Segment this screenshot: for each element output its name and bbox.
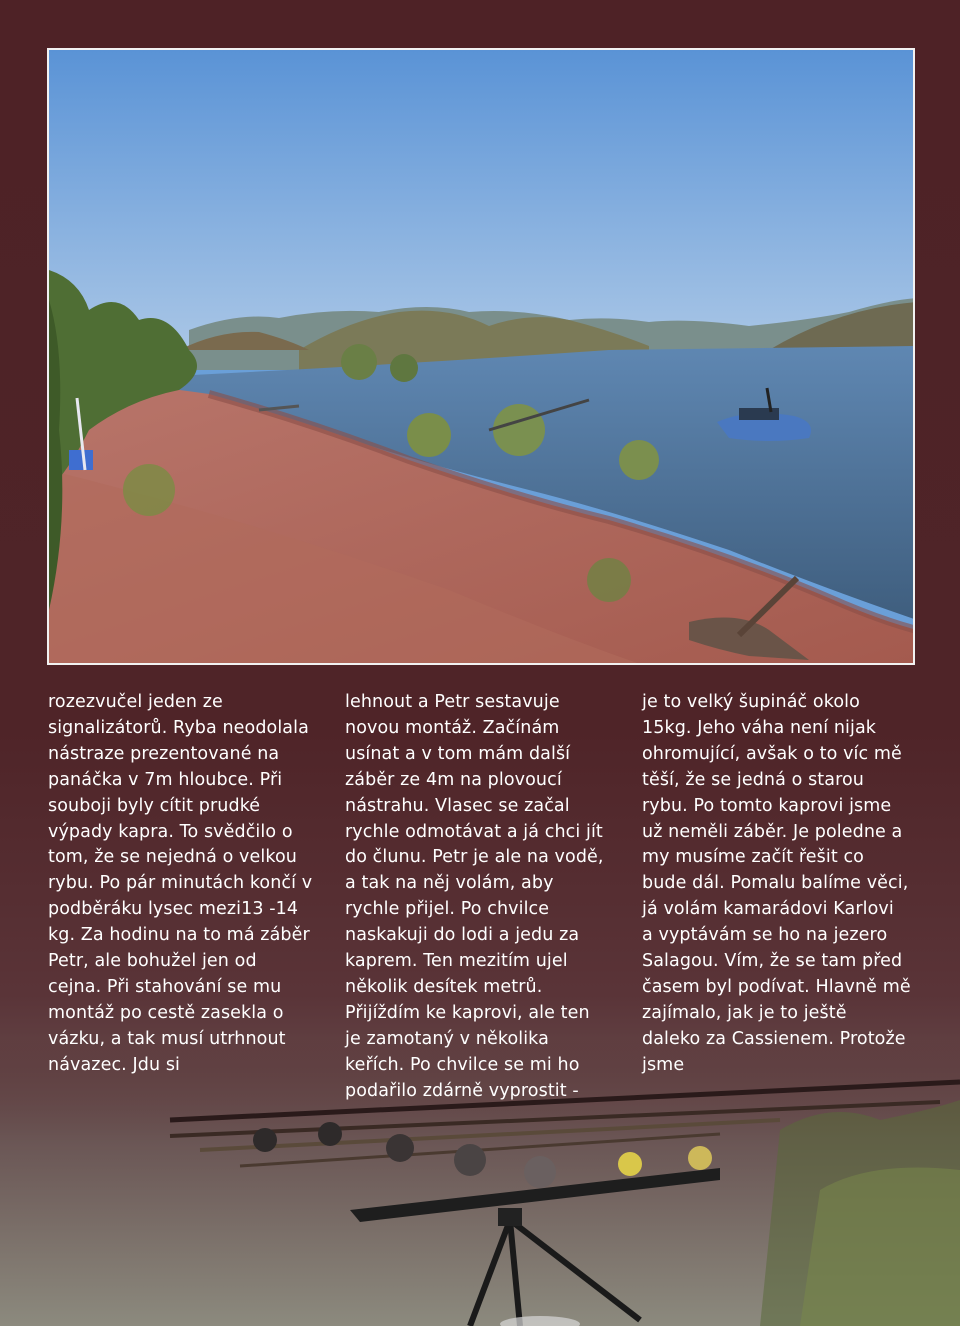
- article-column-3: je to velký šupináč okolo 15kg. Jeho váha není nijak ohromující, avšak o to víc mě těší, že se jedná o starou rybu. Po tomto kaprovi jsme už neměli záběr. Je poledne a my musíme začít řešit co bude dál. Pomalu balíme věci, já volám kamarádovi Karlovi a vyptávám se ho na jezero Salagou. Vím, že se tam před časem byl podívat. Hlavně mě zajímalo, jak je to ještě daleko za Cassienem. Protože jsme: [642, 692, 911, 1075]
- lake-shore-photo: [47, 48, 915, 665]
- article-column-1: rozezvučel jeden ze signalizátorů. Ryba neodolala nástraze prezentované na panáčka v 7m hloubce. Při souboji byly cítit prudké výpady kapra. To svědčilo o tom, že se nejedná o velkou rybu. Po pár minutách končí v podběráku lysec mezi13 -14 kg. Za hodinu na to má záběr Petr, ale bohužel jen od cejna. Při stahování se mu montáž po cestě zasekla o vázku, a tak musí utrhnout návazec. Jdu si: [48, 692, 313, 1075]
- article-column-2: lehnout a Petr sestavuje novou montáž. Začínám usínat a v tom mám další záběr ze 4m na plovoucí nástrahu. Vlasec se začal rychle odmotávat a já chci jít do člunu. Petr je ale na vodě, a tak na něj volám, aby rychle přijel. Po chvilce naskakuji do lodi a jedu za kaprem. Ten mezitím ujel několik desítek metrů. Přijíždím ke kaprovi, ale ten je zamotaný v několika keřích. Po chvilce se mi ho podařilo zdárně vyprostit -: [345, 692, 604, 1101]
